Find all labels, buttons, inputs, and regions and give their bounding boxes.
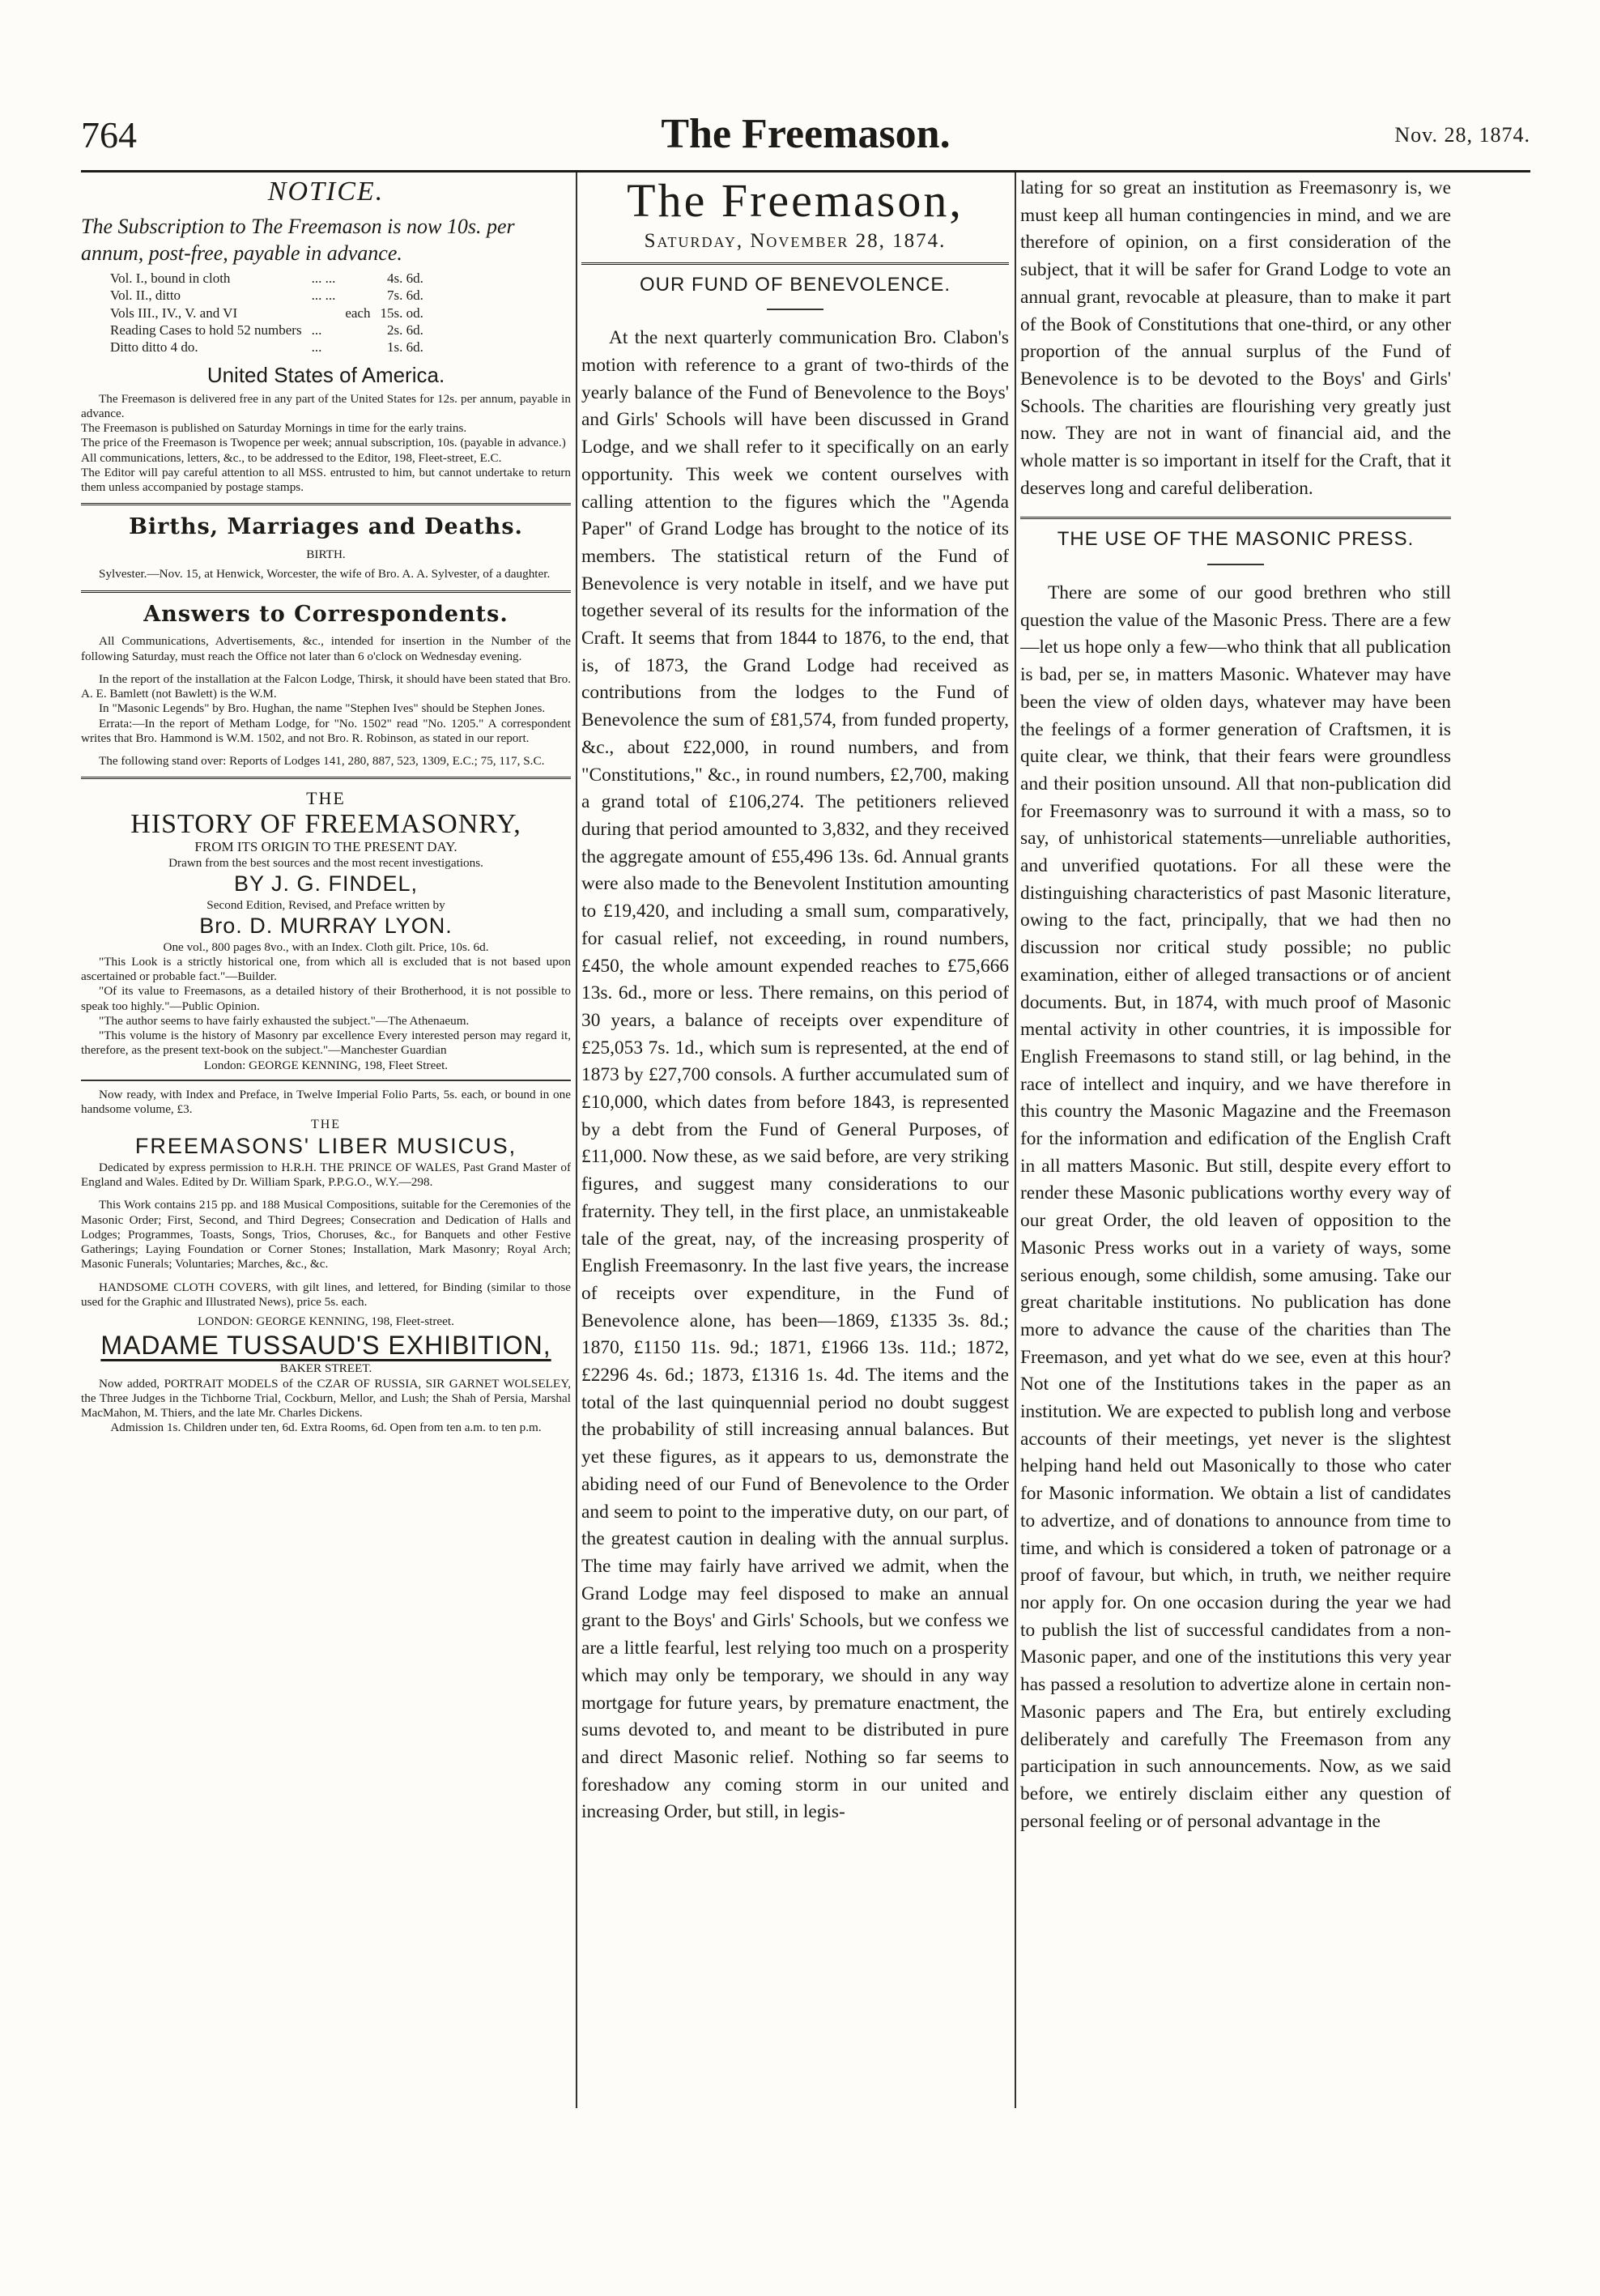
right-column	[1020, 175, 1451, 2102]
history-editor: Bro. D. MURRAY LYON.	[199, 913, 453, 938]
us-line: All communications, letters, &c., to be addressed to the Editor, 198, Fleet-street, E.C.	[81, 450, 502, 465]
price-value: 2s. 6d.	[386, 322, 423, 338]
liber-title: FREEMASONS' LIBER MUSICUS,	[134, 1134, 517, 1159]
liber-kicker: THE	[310, 1118, 342, 1132]
history-author: BY J. G. FINDEL,	[233, 871, 419, 896]
answers-para: Errata:—In the report of Metham Lodge, for "No. 1502" read "No. 1205." A correspondent writes that Bro. Hammond is W.M. 1502, and not Bro. R. Robinson, as stated in our report.	[81, 716, 571, 745]
history-details: One vol., 800 pages 8vo., with an Index. Cloth gilt. Price, 10s. 6d.	[163, 939, 489, 954]
price-row: Reading Cases to hold 52 numbers ... 2s. 6d.	[105, 322, 428, 339]
history-quote: "This volume is the history of Masonry par excellence Every interested person may regard it, therefore, as the present text-book on the subject."—Manchester Guardian	[81, 1029, 571, 1058]
us-line: The price of the Freemason is Twopence per week; annual subscription, 10s. (payable in advance.)	[81, 436, 566, 450]
history-quote: "This Look is a strictly historical one, from which all is excluded that is not based upon ascertained or probable fact."—Builder.	[81, 954, 571, 984]
answers-para: In "Masonic Legends" by Bro. Hughan, the name "Stephen Ives" should be Stephen Jones.	[99, 701, 546, 716]
price-item: Vol. II., ditto	[110, 288, 181, 304]
running-title: The Freemason.	[661, 111, 951, 157]
price-item: Vols III., IV., V. and VI	[110, 305, 238, 321]
history-kicker: THE	[306, 788, 346, 809]
history-subtitle: FROM ITS ORIGIN TO THE PRESENT DAY.	[194, 839, 457, 855]
editorial-rule	[581, 262, 1009, 265]
article-paragraph: There are some of our good brethren who still question the value of the Masonic Press. There are a few—let us hope only a few—who think that all publication is bad, per se, in matters Masonic. Whatever may have been the view of olden days, whatever may have been the feelings of a former generation of Craftsmen, it is quite clear, we think, that their fears were groundless and their position unsound. All that non-publication did for Freemasonry was to surround it with a mass, so to say, of unhistorical statements—unreliable authorities, and unverified quotations. For all these were the distinguishing characteristics of past Masonic literature, owing to the fact, principally, that we had then no discussion nor critical study possible; no public examination, either of alleged transactions or of ancient documents. But, in 1874, with much proof of Masonic mental activity in other countries, it is impossible for English Freemasons to stand still, or lag behind, in the race of intellect and inquiry, and we have therefore in this country the Masonic Magazine and the Freemason for the information and edification of the English Craft in all matters Masonic. But still, despite every effort to render these Masonic publications worthy every way of our great Order, the old leaven of opposition to the Masonic Press works out in a variety of ways, some serious enough, some childish, some amusing. Take our great charitable institutions. No publication has done more to advance the cause of the charities than The Freemason, and yet what do we see, even at this hour? Not one of the Institutions takes in the paper as an institution. We are expected to publish long and verbose accounts of their meetings, yet never is the slightest helping hand held out Masonically to those who cater for Masonic information. We obtain a list of candidates to advertize, and of donations to announce from time to time, and which is considered a token of patronage or a proof of favour, but which, in truth, we neither require nor apply for. On one occasion during the year we had to publish the list of successful candidates from a non-Masonic paper, and one of the institutions this very year has passed a resolution to advertize alone in certain non-Masonic papers and The Era, but entirely excluding deliberately and carefully The Freemason from any participation in such announcements. Now, as we said before, we entirely disclaim either any question of personal feeling or of personal advantage in the	[1020, 581, 1451, 1832]
history-drawn: Drawn from the best sources and the most recent investigations.	[168, 855, 483, 870]
price-value: 7s. 6d.	[386, 288, 423, 304]
liber-contents: This Work contains 215 pp. and 188 Musical Compositions, suitable for the Ceremonies of the Masonic Order; First, Second, and Third Degrees; Consecration and Dedication of Halls and Lodges; Programmes, Toasts, Songs, Trios, Choruses, &c., for Banquets and other Festive Gatherings; Laying Foundation or Corner Stones; Installation, Mark Masonry; Royal Arch; Masonic Funerals; Voluntaries; Marches, &c., &c.	[81, 1198, 571, 1272]
price-row: Vol. II., ditto ... ... 7s. 6d.	[105, 287, 428, 304]
section-rule	[81, 777, 571, 779]
page-number: 764	[81, 114, 137, 155]
column-divider-1	[576, 173, 577, 2108]
short-rule	[767, 309, 823, 310]
us-heading: United States of America.	[206, 363, 445, 388]
price-value: 4s. 6d.	[386, 270, 423, 287]
section-rule	[1020, 517, 1451, 519]
price-value: 1s. 6d.	[386, 339, 423, 356]
price-item: Vol. I., bound in cloth	[110, 270, 231, 287]
tussaud-title: MADAME TUSSAUD'S EXHIBITION,	[100, 1331, 551, 1361]
tussaud-text: Now added, PORTRAIT MODELS of the CZAR OF RUSSIA, SIR GARNET WOLSELEY, the Three Judges in the Tichborne Trial, Cockburn, Mellor, and Lush; the Shah of Persia, Marshal MacMahon, M. Thiers, and the late Mr. Charles Dickens.	[81, 1376, 571, 1421]
history-publisher: London: GEORGE KENNING, 198, Fleet Street.	[203, 1058, 449, 1072]
section-rule	[81, 1080, 571, 1081]
column-divider-2	[1015, 173, 1016, 2108]
editorial-date: Saturday, November 28, 1874.	[644, 229, 947, 252]
history-edition: Second Edition, Revised, and Preface written by	[206, 897, 445, 912]
us-line: The Freemason is delivered free in any part of the United States for 12s. per annum, payable in advance.	[81, 391, 571, 421]
issue-date: Nov. 28, 1874.	[1394, 123, 1530, 147]
price-item: Reading Cases to hold 52 numbers	[110, 322, 302, 338]
answers-heading: Answers to Correspondents.	[143, 601, 509, 627]
us-line: The Freemason is published on Saturday Mornings in time for the early trains.	[81, 421, 467, 436]
liber-intro: Now ready, with Index and Preface, in Twelve Imperial Folio Parts, 5s. each, or bound in one handsome volume, £3.	[81, 1087, 571, 1117]
us-line: The Editor will pay careful attention to all MSS. entrusted to him, but cannot undertake to return them unless accompanied by postage stamps.	[81, 465, 571, 495]
editorial-column	[581, 175, 1009, 2102]
article-paragraph: At the next quarterly communication Bro. Clabon's motion with reference to a grant of two-thirds of the yearly balance of the Fund of Benevolence to the Boys' and Girls' Schools will have been discussed in Grand Lodge, and we shall refer to it specifically on an early opportunity. This week we content ourselves with calling attention to the figures which the "Agenda Paper" of Grand Lodge has brought to the notice of its members. The statistical return of the Fund of Benevolence is very notable in itself, and we have put together several of its results for the information of the Craft. It seems that from 1844 to 1876, to the end, that is, of 1873, the Grand Lodge had received as contributions from the lodges to the Fund of Benevolence the sum of £81,574, from funded property, &c., about £22,000, in round numbers, and from "Constitutions," &c., in round numbers, £2,700, making a grand total of £106,274. The petitioners relieved during that period amounted to 3,832, and they received the aggregate amount of £55,496 13s. 6d. Annual grants were also made to the Benevolent Institution amounting to £19,420, and including a small sum, comparatively, for casual relief, not exceeding, in round numbers, £450, the whole amount expended reaches to £75,666 13s. 6d., more or less. There remains, on this period of 30 years, a balance of receipts over expenditure of £25,053 7s. 1d., which sum is represented, at the end of 1873 by £27,700 consols. A further accumulated sum of £10,000, which dates from before 1843, is represented by a debt from the Fund of General Purposes, of £11,000. Now these, as we said before, are very striking figures, and suggest many considerations to our fraternity. They tell, in the first place, an unmistakeable tale of the great, nay, of the increasing prosperity of English Freemasonry. In the last five years, the increase of receipts over expenditure, in the Fund of Benevolence alone, has been—1869, £1335 3s. 8d.; 1870, £1150 11s. 9d.; 1871, £1966 13s. 11d.; 1872, £2296 4s. 6d.; 1873, £1316 1s. 4d. The items and the total of the last quinquennial period no doubt suggest the probability of still increasing annual balances. But yet these figures, as it appears to us, demonstrate the abiding need of our Fund of Benevolence to the Order and seem to point to the imperative duty, on our part, of the greatest caution in dealing with the annual surplus. The time may fairly have arrived we admit, when the Grand Lodge may feel disposed to make an annual grant to the Boys' and Girls' Schools, but we confess we are a little fearful, lest relying too much on a prosperity which may only be temporary, we should in any way mortgage for future years, by premature enactment, the sums devoted to, and meant to be distributed in pure and direct Masonic relief. Nothing so far seems to foreshadow any coming storm in our united and increasing Order, but still, in legis-	[581, 327, 1009, 1823]
article-continuation: lating for so great an institution as Freemasonry is, we must keep all human contingencies in mind, and we are therefore of opinion, on a first consideration of the subject, that it will be safer for Grand Lodge to vote an annual grant, revocable at pleasure, than to make it part of the Book of Constitutions that one-third, or any other proportion of the annual surplus of the Fund of Benevolence is to be devoted to the Boys' and Girls' Schools. The charities are flourishing very greatly just now. They are not in want of financial aid, and the whole matter is so important in itself for the Craft, that it deserves long and careful deliberation.	[1020, 177, 1451, 499]
liber-covers: HANDSOME CLOTH COVERS, with gilt lines, and lettered, for Binding (similar to those used for the Graphic and Illustrated News), price 5s. each.	[81, 1280, 571, 1309]
price-row: Ditto ditto 4 do. ... 1s. 6d.	[105, 339, 428, 356]
history-title: HISTORY OF FREEMASONRY,	[130, 808, 521, 839]
tussaud-admission: Admission 1s. Children under ten, 6d. Extra Rooms, 6d. Open from ten a.m. to ten p.m.	[110, 1421, 542, 1435]
price-value: 15s. od.	[380, 305, 423, 321]
liber-publisher: LONDON: GEORGE KENNING, 198, Fleet-street.	[198, 1314, 454, 1329]
article-heading: THE USE OF THE MASONIC PRESS.	[1057, 528, 1415, 551]
history-quote: "Of its value to Freemasons, as a detailed history of their Brotherhood, it is not possible to speak too highly."—Public Opinion.	[81, 984, 571, 1013]
birth-entry: Sylvester.—Nov. 15, at Henwick, Worcester, the wife of Bro. A. A. Sylvester, of a daughter.	[99, 567, 551, 581]
bmd-heading: Births, Marriages and Deaths.	[129, 514, 523, 540]
price-row: Vol. I., bound in cloth ... ... 4s. 6d.	[105, 270, 428, 287]
article-heading: OUR FUND OF BENEVOLENCE.	[639, 273, 951, 296]
short-rule	[1207, 564, 1264, 565]
left-column	[81, 175, 571, 2102]
notice-heading: NOTICE.	[267, 177, 385, 207]
price-list	[105, 270, 428, 356]
notice-text: The Subscription to The Freemason is now 10s. per annum, post-free, payable in advance.	[81, 214, 515, 265]
tussaud-street: BAKER STREET.	[279, 1361, 372, 1376]
section-rule	[81, 590, 571, 593]
answers-para: All Communications, Advertisements, &c., intended for insertion in the Number of the following Saturday, must reach the Office not later than 6 o'clock on Wednesday evening.	[81, 634, 571, 663]
answers-para: In the report of the installation at the Falcon Lodge, Thirsk, it should have been stated that Bro. A. E. Bamlett (not Bawlett) is the W.M.	[81, 671, 571, 701]
liber-dedication: Dedicated by express permission to H.R.H. THE PRINCE OF WALES, Past Grand Master of England and Wales. Edited by Dr. William Spark, P.P.G.O., W.Y.—298.	[81, 1161, 571, 1190]
birth-subheading: BIRTH.	[306, 547, 346, 562]
masthead-rule	[81, 170, 1530, 173]
price-row: Vols III., IV., V. and VI each 15s. od.	[105, 305, 428, 322]
masthead	[81, 113, 1530, 172]
editorial-title: The Freemason,	[627, 175, 964, 227]
section-rule	[81, 503, 571, 505]
answers-para: The following stand over: Reports of Lodges 141, 280, 887, 523, 1309, E.C.; 75, 117, S.C.	[99, 754, 545, 769]
history-quote: "The author seems to have fairly exhausted the subject."—The Athenaeum.	[99, 1013, 470, 1028]
price-item: Ditto ditto 4 do.	[110, 339, 198, 356]
